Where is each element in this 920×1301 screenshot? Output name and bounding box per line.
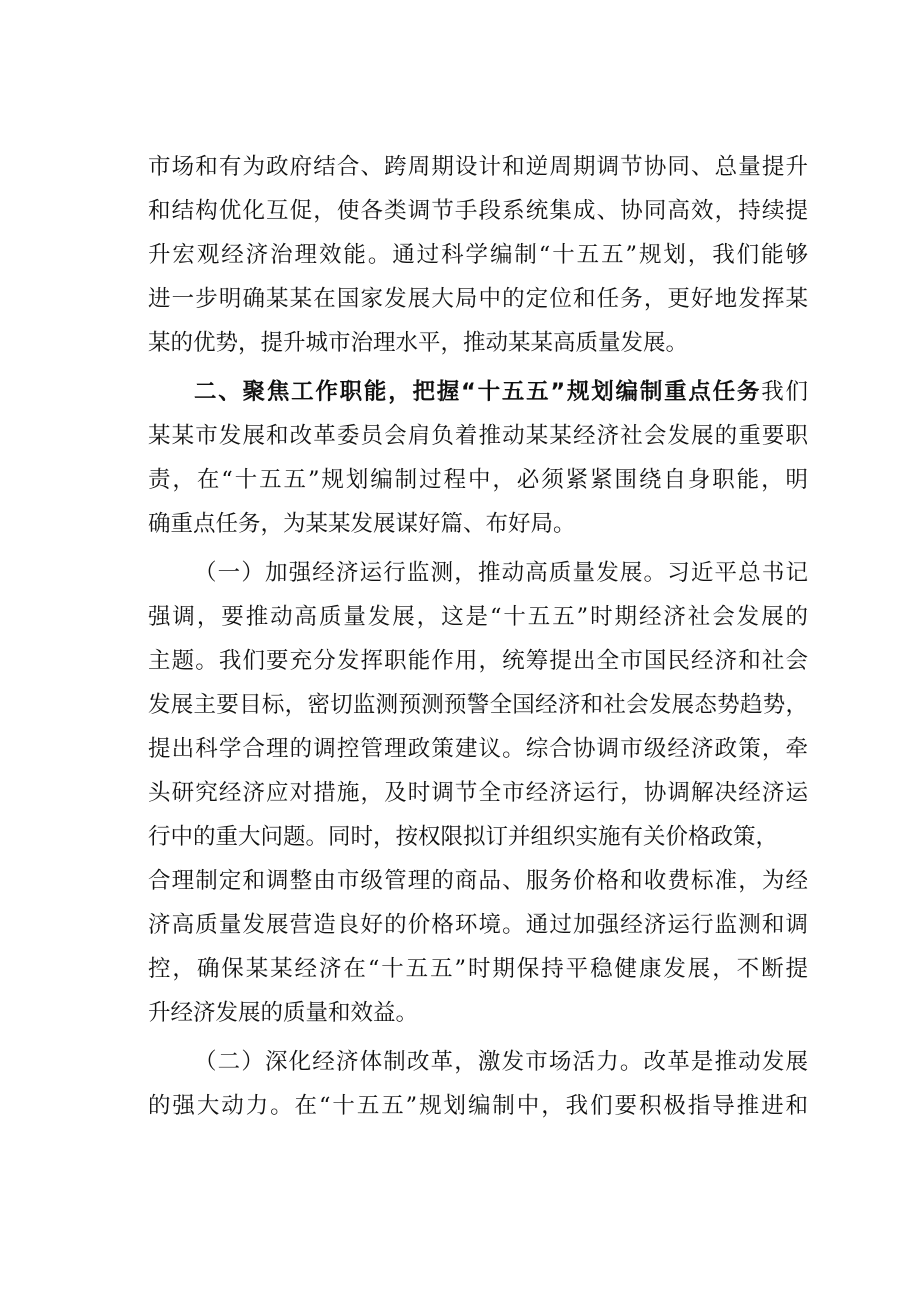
text-line bbox=[148, 460, 808, 500]
line-text: 升宏观经济治理效能。通过科学编制“十五五”规划，我们能够 bbox=[148, 242, 808, 268]
text-line bbox=[194, 1042, 808, 1082]
line-text: 强调，要推动高质量发展，这是“十五五”时期经济社会发展的 bbox=[148, 604, 808, 630]
text-line bbox=[148, 817, 808, 857]
text-line bbox=[194, 553, 808, 593]
line-text: 主题。我们要充分发挥职能作用，统筹提出全市国民经济和社会 bbox=[148, 648, 808, 674]
line-text: 市场和有为政府结合、跨周期设计和逆周期调节协同、总量提升 bbox=[148, 154, 808, 180]
text-line bbox=[148, 416, 808, 456]
text-line bbox=[148, 279, 808, 319]
line-text: 责，在“十五五”规划编制过程中，必须紧紧围绕自身职能，明 bbox=[148, 467, 808, 493]
text-line bbox=[148, 235, 808, 275]
line-text: 和结构优化互促，使各类调节手段系统集成、协同高效，持续提 bbox=[148, 198, 808, 224]
section-heading: 二、聚焦工作职能，把握“十五五”规划编制重点任务 bbox=[194, 379, 762, 405]
line-text: 我们 bbox=[761, 379, 808, 405]
line-text: 进一步明确某某在国家发展大局中的定位和任务，更好地发挥某 bbox=[148, 286, 808, 312]
line-text: 确重点任务，为某某发展谋好篇、布好局。 bbox=[148, 511, 576, 537]
line-text: 提出科学合理的调控管理政策建议。综合协调市级经济政策，牵 bbox=[148, 736, 808, 762]
text-line bbox=[148, 323, 808, 363]
line-text: 发展主要目标，密切监测预测预警全国经济和社会发展态势趋势， bbox=[148, 692, 808, 718]
line-text: 的强大动力。在“十五五”规划编制中，我们要积极指导推进和 bbox=[148, 1093, 808, 1119]
text-line bbox=[148, 773, 808, 813]
line-text: 合理制定和调整由市级管理的商品、服务价格和收费标准，为经 bbox=[148, 868, 808, 894]
line-text: 济高质量发展营造良好的价格环境。通过加强经济运行监测和调 bbox=[148, 912, 808, 938]
text-line bbox=[148, 993, 808, 1033]
text-line bbox=[148, 729, 808, 769]
text-line bbox=[148, 905, 808, 945]
text-line bbox=[148, 147, 808, 187]
line-text: 控，确保某某经济在“十五五”时期保持平稳健康发展，不断提 bbox=[148, 956, 808, 982]
text-line bbox=[148, 191, 808, 231]
line-text: 升经济发展的质量和效益。 bbox=[148, 1000, 419, 1026]
line-text: 某的优势，提升城市治理水平，推动某某高质量发展。 bbox=[148, 330, 689, 356]
text-line bbox=[194, 372, 808, 412]
text-line bbox=[148, 949, 808, 989]
line-text: 行中的重大问题。同时，按权限拟订并组织实施有关价格政策， bbox=[148, 824, 779, 850]
text-line bbox=[148, 685, 808, 725]
text-line bbox=[148, 597, 808, 637]
text-line bbox=[148, 504, 808, 544]
text-line bbox=[148, 641, 808, 681]
text-line bbox=[148, 861, 808, 901]
line-text: 某某市发展和改革委员会肩负着推动某某经济社会发展的重要职 bbox=[148, 423, 808, 449]
line-text: 头研究经济应对措施，及时调节全市经济运行，协调解决经济运 bbox=[148, 780, 808, 806]
line-text: （一）加强经济运行监测，推动高质量发展。习近平总书记 bbox=[194, 560, 808, 586]
line-text: （二）深化经济体制改革，激发市场活力。改革是推动发展 bbox=[194, 1049, 808, 1075]
text-line bbox=[148, 1086, 808, 1126]
